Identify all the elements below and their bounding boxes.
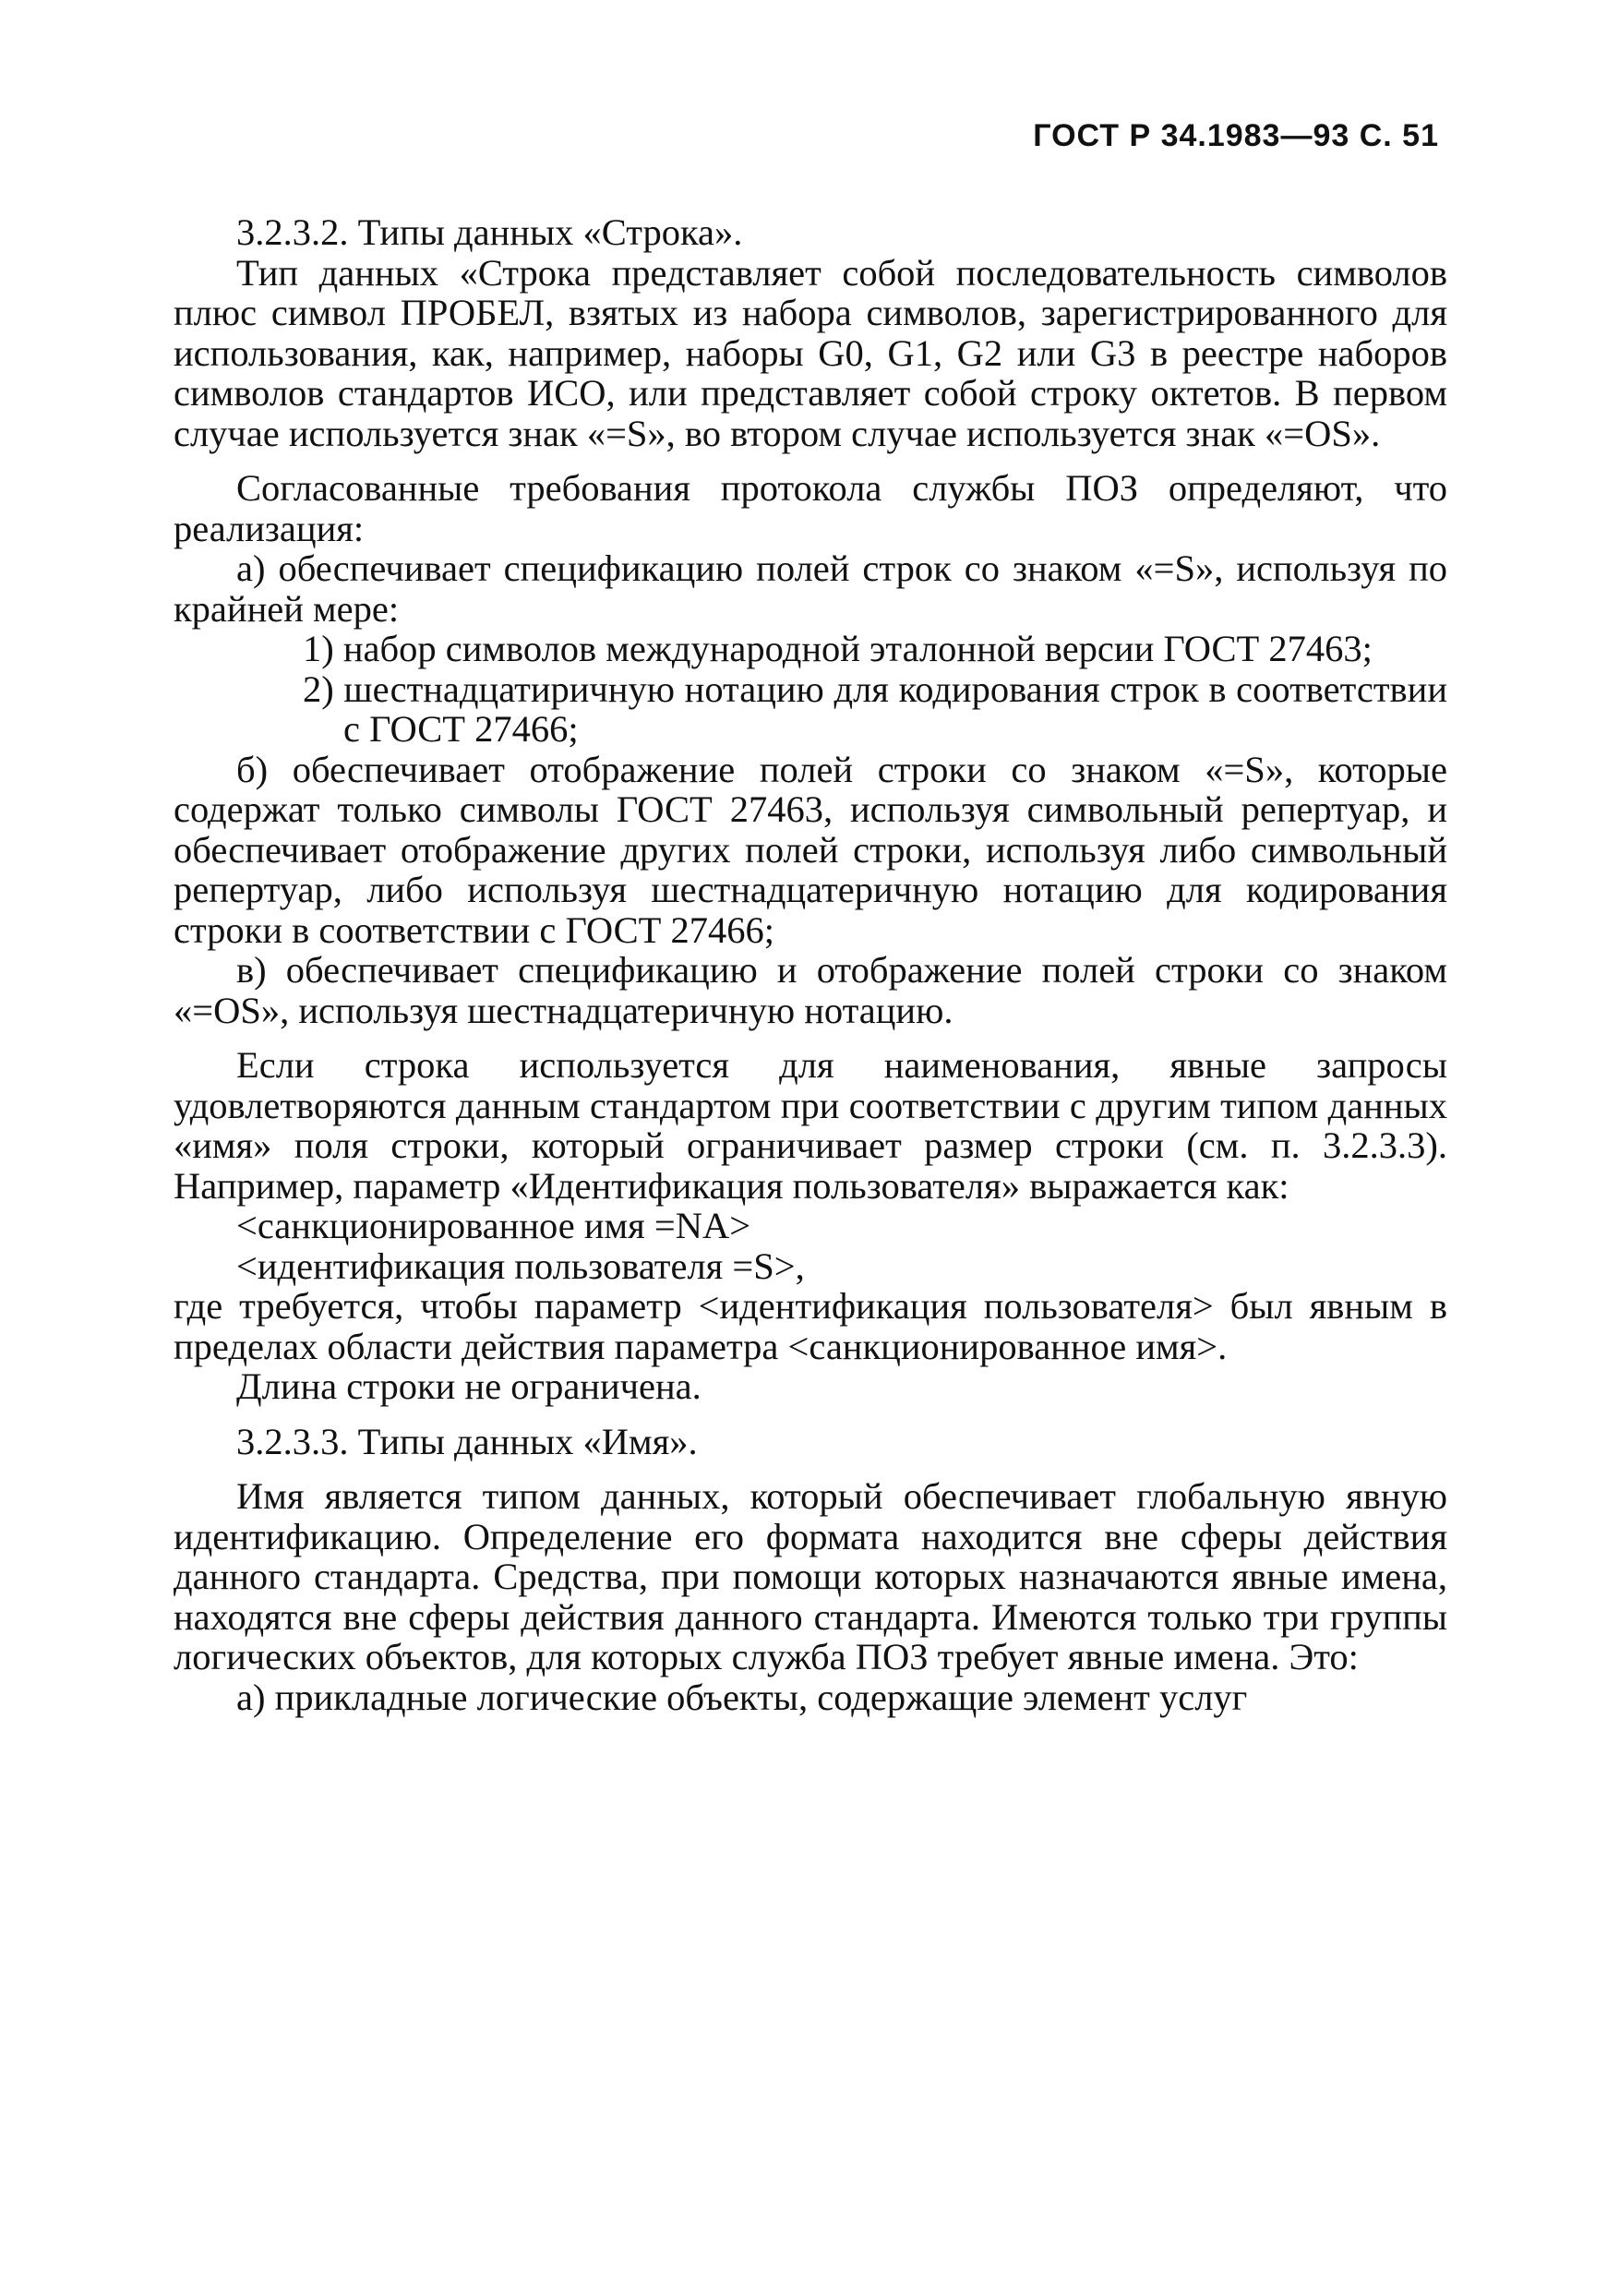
paragraph-name-definition: Имя является типом данных, который обеспечивает глобальную явную идентификацию. Определение его формата находится вне сферы действия данного стандарта. Средства, при помощи которых назначаются явные имена, находятся вне сферы действия данного стандарта. Имеются только три группы логических объектов, для которых служба ПОЗ требует явные имена. Это: [174,1475,1447,1677]
list-item-b: б) обеспечивает отображение полей строки со знаком «=S», которые содержат только символы ГОСТ 27463, используя символьный репертуар, и обеспечивает отображение других полей строки, используя либо символьный репертуар, либо используя шестнадцатеричную нотацию для кодирования строки в соответствии с ГОСТ 27466; [174,748,1447,951]
list-item-a: а) обеспечивает спецификацию полей строк со знаком «=S», используя по крайней мере: [174,547,1447,630]
list-item-v: в) обеспечивает спецификацию и отображение полей строки со знаком «=OS», используя шестнадцатеричную нотацию. [174,949,1447,1031]
example-line-user-id: <идентификация пользователя =S>, [236,1244,805,1287]
list-item-name-a: а) прикладные логические объекты, содержащие элемент услуг [236,1676,1248,1718]
paragraph-naming: Если строка используется для наименования, явные запросы удовлетворяются данным стандартом при соответствии с другим типом данных «имя» поля строки, который ограничивает размер строки (см. п. 3.2.3.3). Например, параметр «Идентификация пользователя» выражается как: [174,1044,1447,1207]
list-item-a-1: 1) набор символов международной эталонной версии ГОСТ 27463; [303,628,1373,669]
example-line-authorized-name: <санкционированное имя =NA> [236,1205,751,1246]
running-header: ГОСТ Р 34.1983—93 С. 51 [1033,118,1439,153]
paragraph-where: где требуется, чтобы параметр <идентификация пользователя> был явным в пределах области действия параметра <санкционированное имя>. [174,1285,1447,1367]
paragraph-length: Длина строки не ограничена. [236,1365,702,1407]
document-body [174,212,1447,1717]
section-heading-name-types: 3.2.3.3. Типы данных «Имя». [236,1420,698,1462]
paragraph-requirements-intro: Согласованные требования протокола службы ПОЗ определяют, что реализация: [174,467,1447,549]
list-item-a-2: 2) шестнадцатиричную нотацию для кодирования строк в соответствии с ГОСТ 27466; [303,667,1447,750]
section-heading-string-types: 3.2.3.2. Типы данных «Строка». [236,211,743,253]
paragraph-string-definition: Тип данных «Строка представляет собой последовательность символов плюс символ ПРОБЕЛ, взятых из набора символов, зарегистрированного для использования, как, например, наборы G0, G1, G2 или G3 в реестре наборов символов стандартов ИСО, или представляет собой строку октетов. В первом случае используется знак «=S», во втором случае используется знак «=OS». [174,251,1447,454]
